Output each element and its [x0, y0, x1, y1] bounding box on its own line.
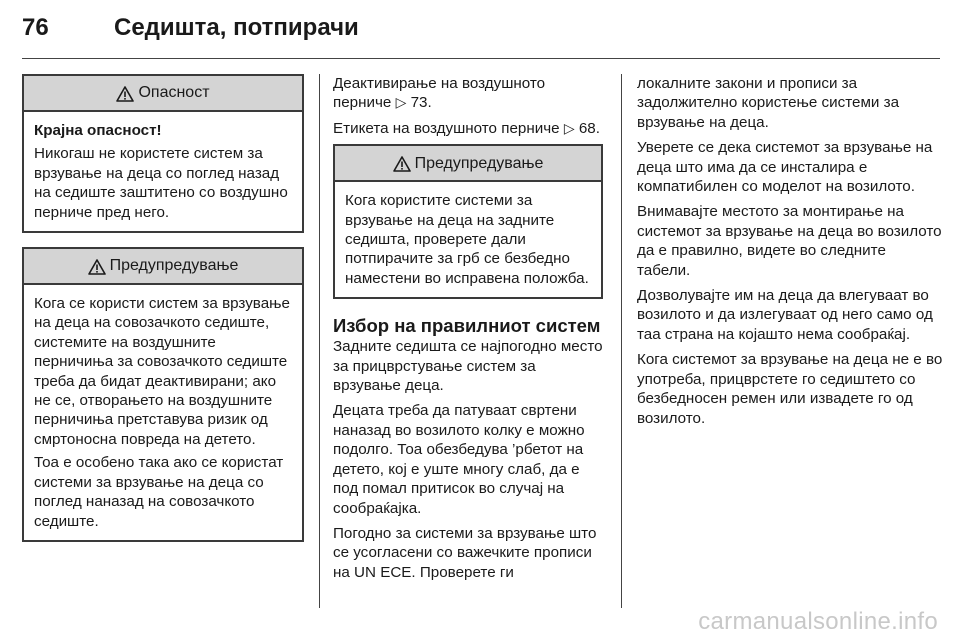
paragraph: Погодно за системи за врзување што се усогласени со важечките прописи на UN ECE. Проверете ги — [333, 524, 597, 581]
paragraph: локалните закони и прописи за задолжително користење системи за врзување на деца. — [637, 75, 900, 131]
warning-box-title: Предупредување — [414, 154, 544, 172]
chapter-title: Седишта, потпирачи — [114, 14, 359, 41]
warning-triangle-icon — [393, 156, 411, 172]
warning-text: Кога се користи систем за врзување на деца на совозачкото седиште, системите на воздушните перничиња за совозачкото седиште треба да бидат деактивирани; ако не се, отворањето на воздушните перничиња претставува ризик од смртоносна повреда на детето. — [34, 295, 290, 448]
paragraph: Децата треба да патуваат свртени наназад во возилото колку е можно подолго. Тоа обезбедува ’рбетот на детето, кој е уште многу слаб, да е под помал притисок во случај на сообраќајка. — [333, 402, 585, 517]
paragraph: Кога системот за врзување на деца не е во употреба, прицврстете го седиштето со безбедносен ремен или извадете го од возилото. — [637, 351, 943, 427]
watermark: carmanualsonline.info — [698, 608, 938, 635]
section-heading: Избор на правилниот систем — [333, 315, 601, 337]
column-divider — [621, 74, 622, 608]
column-divider — [319, 74, 320, 608]
warning-box-header — [335, 146, 601, 182]
warning-box-header — [24, 249, 302, 285]
cross-reference — [333, 119, 603, 138]
warning-box-title: Предупредување — [109, 257, 239, 275]
warning-text: Тоа е особено така ако се користат системи за врзување на деца со поглед наназад на совозачкото седиште. — [34, 454, 284, 530]
warning-triangle-icon — [116, 86, 134, 102]
column-3 — [637, 74, 943, 434]
warning-box-2 — [333, 144, 603, 299]
paragraph: Задните седишта се најпогодно место за прицврстување систем за врзување деца. — [333, 338, 603, 395]
danger-subtitle: Крајна опасност! — [34, 122, 162, 139]
warning-text: Кога користите системи за врзување на деца на задните седишта, проверете дали потпирачите за грб се безбедно наместени во исправена положба. — [345, 192, 589, 287]
column-1 — [22, 74, 304, 556]
paragraph: Дозволувајте им на деца да влегуваат во возилото и да излегуваат од него само од таа страна на којашто нема сообраќај. — [637, 287, 933, 343]
header-rule — [22, 58, 940, 59]
page-reference-link[interactable]: 73. — [410, 94, 432, 112]
danger-box-title: Опасност — [138, 84, 210, 102]
page-header — [22, 14, 359, 54]
page-reference-link[interactable]: 68. — [578, 119, 600, 137]
warning-box-1 — [22, 247, 304, 542]
danger-box-header — [24, 76, 302, 112]
paragraph: Уверете се дека системот за врзување на деца што има да се инсталира е компатибилен со моделот на возилото. — [637, 139, 933, 196]
cross-reference-text: Деактивирање на воздушното перниче — [333, 75, 546, 112]
danger-text: Никогаш не користете систем за врзување на деца со поглед назад на седиште заштитено со воздушно перниче пред него. — [34, 145, 288, 221]
cross-reference-text: Етикета на воздушното перниче — [333, 119, 560, 137]
arrow-icon: ▷ — [395, 94, 407, 111]
column-2 — [333, 74, 603, 588]
arrow-icon: ▷ — [563, 119, 575, 136]
danger-box — [22, 74, 304, 233]
paragraph: Внимавајте местото за монтирање на системот за врзување на деца во возилото да е правилно, видете во следните табели. — [637, 203, 942, 279]
warning-triangle-icon — [88, 259, 106, 275]
cross-reference — [333, 74, 603, 113]
page-number: 76 — [22, 14, 49, 41]
